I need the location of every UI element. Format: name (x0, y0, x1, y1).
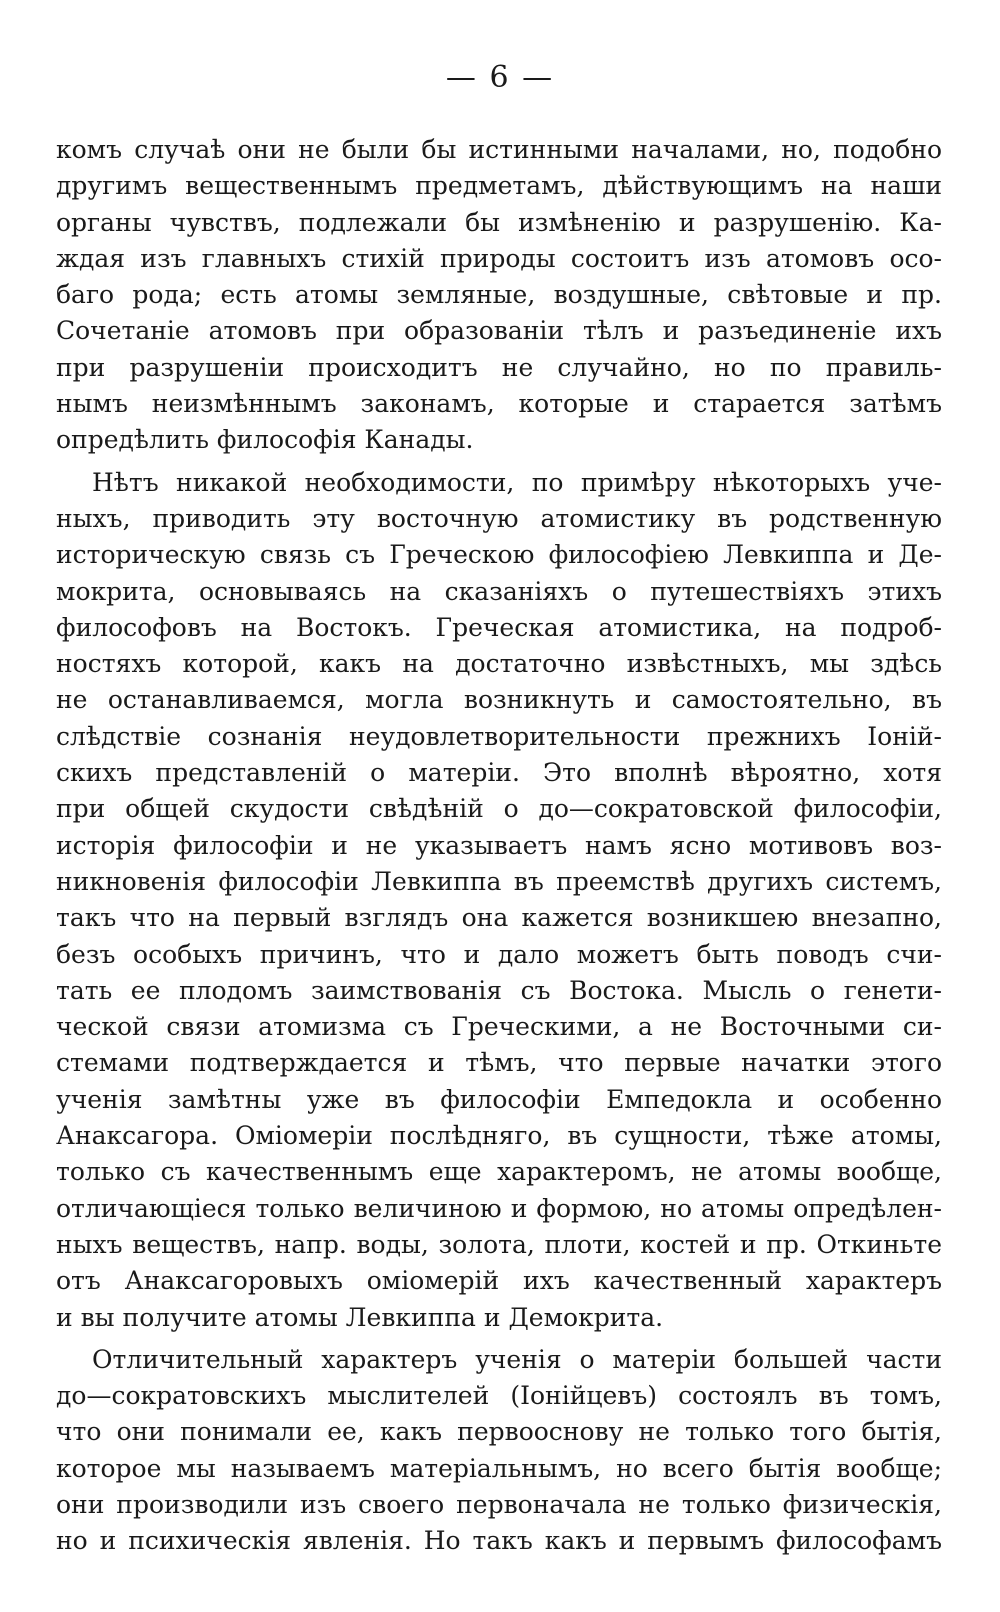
page-number: — 6 — (445, 60, 555, 95)
text-line: при общей скудости свѣдѣній о до—сократовской философіи, (56, 794, 942, 824)
text-line: при разрушеніи происходитъ не случайно, но по правиль- (56, 352, 942, 382)
body-text (56, 132, 942, 1560)
text-line: Анаксагора. Оміомеріи послѣдняго, въ сущности, тѣже атомы, (56, 1121, 942, 1151)
text-line: ческой связи атомизма съ Греческими, а не Восточными си- (56, 1012, 942, 1042)
text-line: ученія замѣтны уже въ философіи Емпедокла и особенно (56, 1084, 942, 1114)
text-line: отличающіеся только величиною и формою, но атомы опредѣлен- (56, 1193, 942, 1223)
text-line: ныхъ, приводить эту восточную атомистику въ родственную (56, 503, 942, 533)
text-line: тать ее плодомъ заимствованія съ Востока. Мысль о генети- (56, 975, 942, 1005)
text-line: историческую связь съ Греческою философіею Левкиппа и Де- (56, 540, 942, 570)
text-line: но и психическія явленія. Но такъ какъ и первымъ философамъ (56, 1526, 942, 1556)
text-line: никновенія философіи Левкиппа въ преемствѣ другихъ системъ, (56, 866, 942, 896)
text-line: слѣдствіе сознанія неудовлетворительности прежнихъ Іоній- (56, 721, 942, 751)
text-line: которое мы называемъ матеріальнымъ, но всего бытія вообще; (56, 1453, 942, 1483)
text-line: отъ Анаксагоровыхъ оміомерій ихъ качественный характеръ (56, 1266, 942, 1296)
text-line: Отличительный характеръ ученія о матеріи большей части (92, 1344, 942, 1374)
text-line: скихъ представленій о матеріи. Это вполнѣ вѣроятно, хотя (56, 758, 942, 788)
text-line: такъ что на первый взглядъ она кажется возникшею внезапно, (56, 903, 942, 933)
text-line: стемами подтверждается и тѣмъ, что первые начатки этого (56, 1048, 942, 1078)
paragraph (56, 465, 942, 1336)
text-line: ждая изъ главныхъ стихій природы состоитъ изъ атомовъ осо- (56, 243, 942, 273)
text-line: опредѣлить философія Канады. (56, 425, 474, 455)
text-line: только съ качественнымъ еще характеромъ, не атомы вообще, (56, 1157, 942, 1187)
text-line: нымъ неизмѣннымъ законамъ, которые и старается затѣмъ (56, 389, 942, 419)
text-line: органы чувствъ, подлежали бы измѣненію и разрушенію. Ка- (56, 207, 942, 237)
paragraph (56, 1342, 942, 1560)
text-line: и вы получите атомы Левкиппа и Демокрита. (56, 1302, 664, 1332)
text-line: Сочетаніе атомовъ при образованіи тѣлъ и разъединеніе ихъ (56, 316, 942, 346)
text-line: они производили изъ своего первоначала не только физическія, (56, 1489, 942, 1519)
text-line: Нѣтъ никакой необходимости, по примѣру нѣкоторыхъ уче- (92, 467, 942, 497)
text-line: не останавливаемся, могла возникнуть и самостоятельно, въ (56, 685, 942, 715)
text-line: что они понимали ее, какъ первооснову не только того бытія, (56, 1417, 942, 1447)
text-line: философовъ на Востокъ. Греческая атомистика, на подроб- (56, 612, 942, 642)
paragraph (56, 132, 942, 459)
text-line: баго рода; есть атомы земляные, воздушные, свѣтовые и пр. (56, 280, 942, 310)
text-line: другимъ вещественнымъ предметамъ, дѣйствующимъ на наши (56, 171, 942, 201)
text-line: безъ особыхъ причинъ, что и дало можетъ быть поводъ счи- (56, 939, 942, 969)
text-line: ныхъ веществъ, напр. воды, золота, плоти, костей и пр. Откиньте (56, 1229, 942, 1259)
text-line: до—сократовскихъ мыслителей (Іонійцевъ) состоялъ въ томъ, (56, 1381, 942, 1411)
text-line: исторія философіи и не указываетъ намъ ясно мотивовъ воз- (56, 830, 942, 860)
text-line: мокрита, основываясь на сказаніяхъ о путешествіяхъ этихъ (56, 576, 942, 606)
text-line: ностяхъ которой, какъ на достаточно извѣстныхъ, мы здѣсь (56, 649, 942, 679)
text-line: комъ случаѣ они не были бы истинными началами, но, подобно (56, 135, 942, 164)
